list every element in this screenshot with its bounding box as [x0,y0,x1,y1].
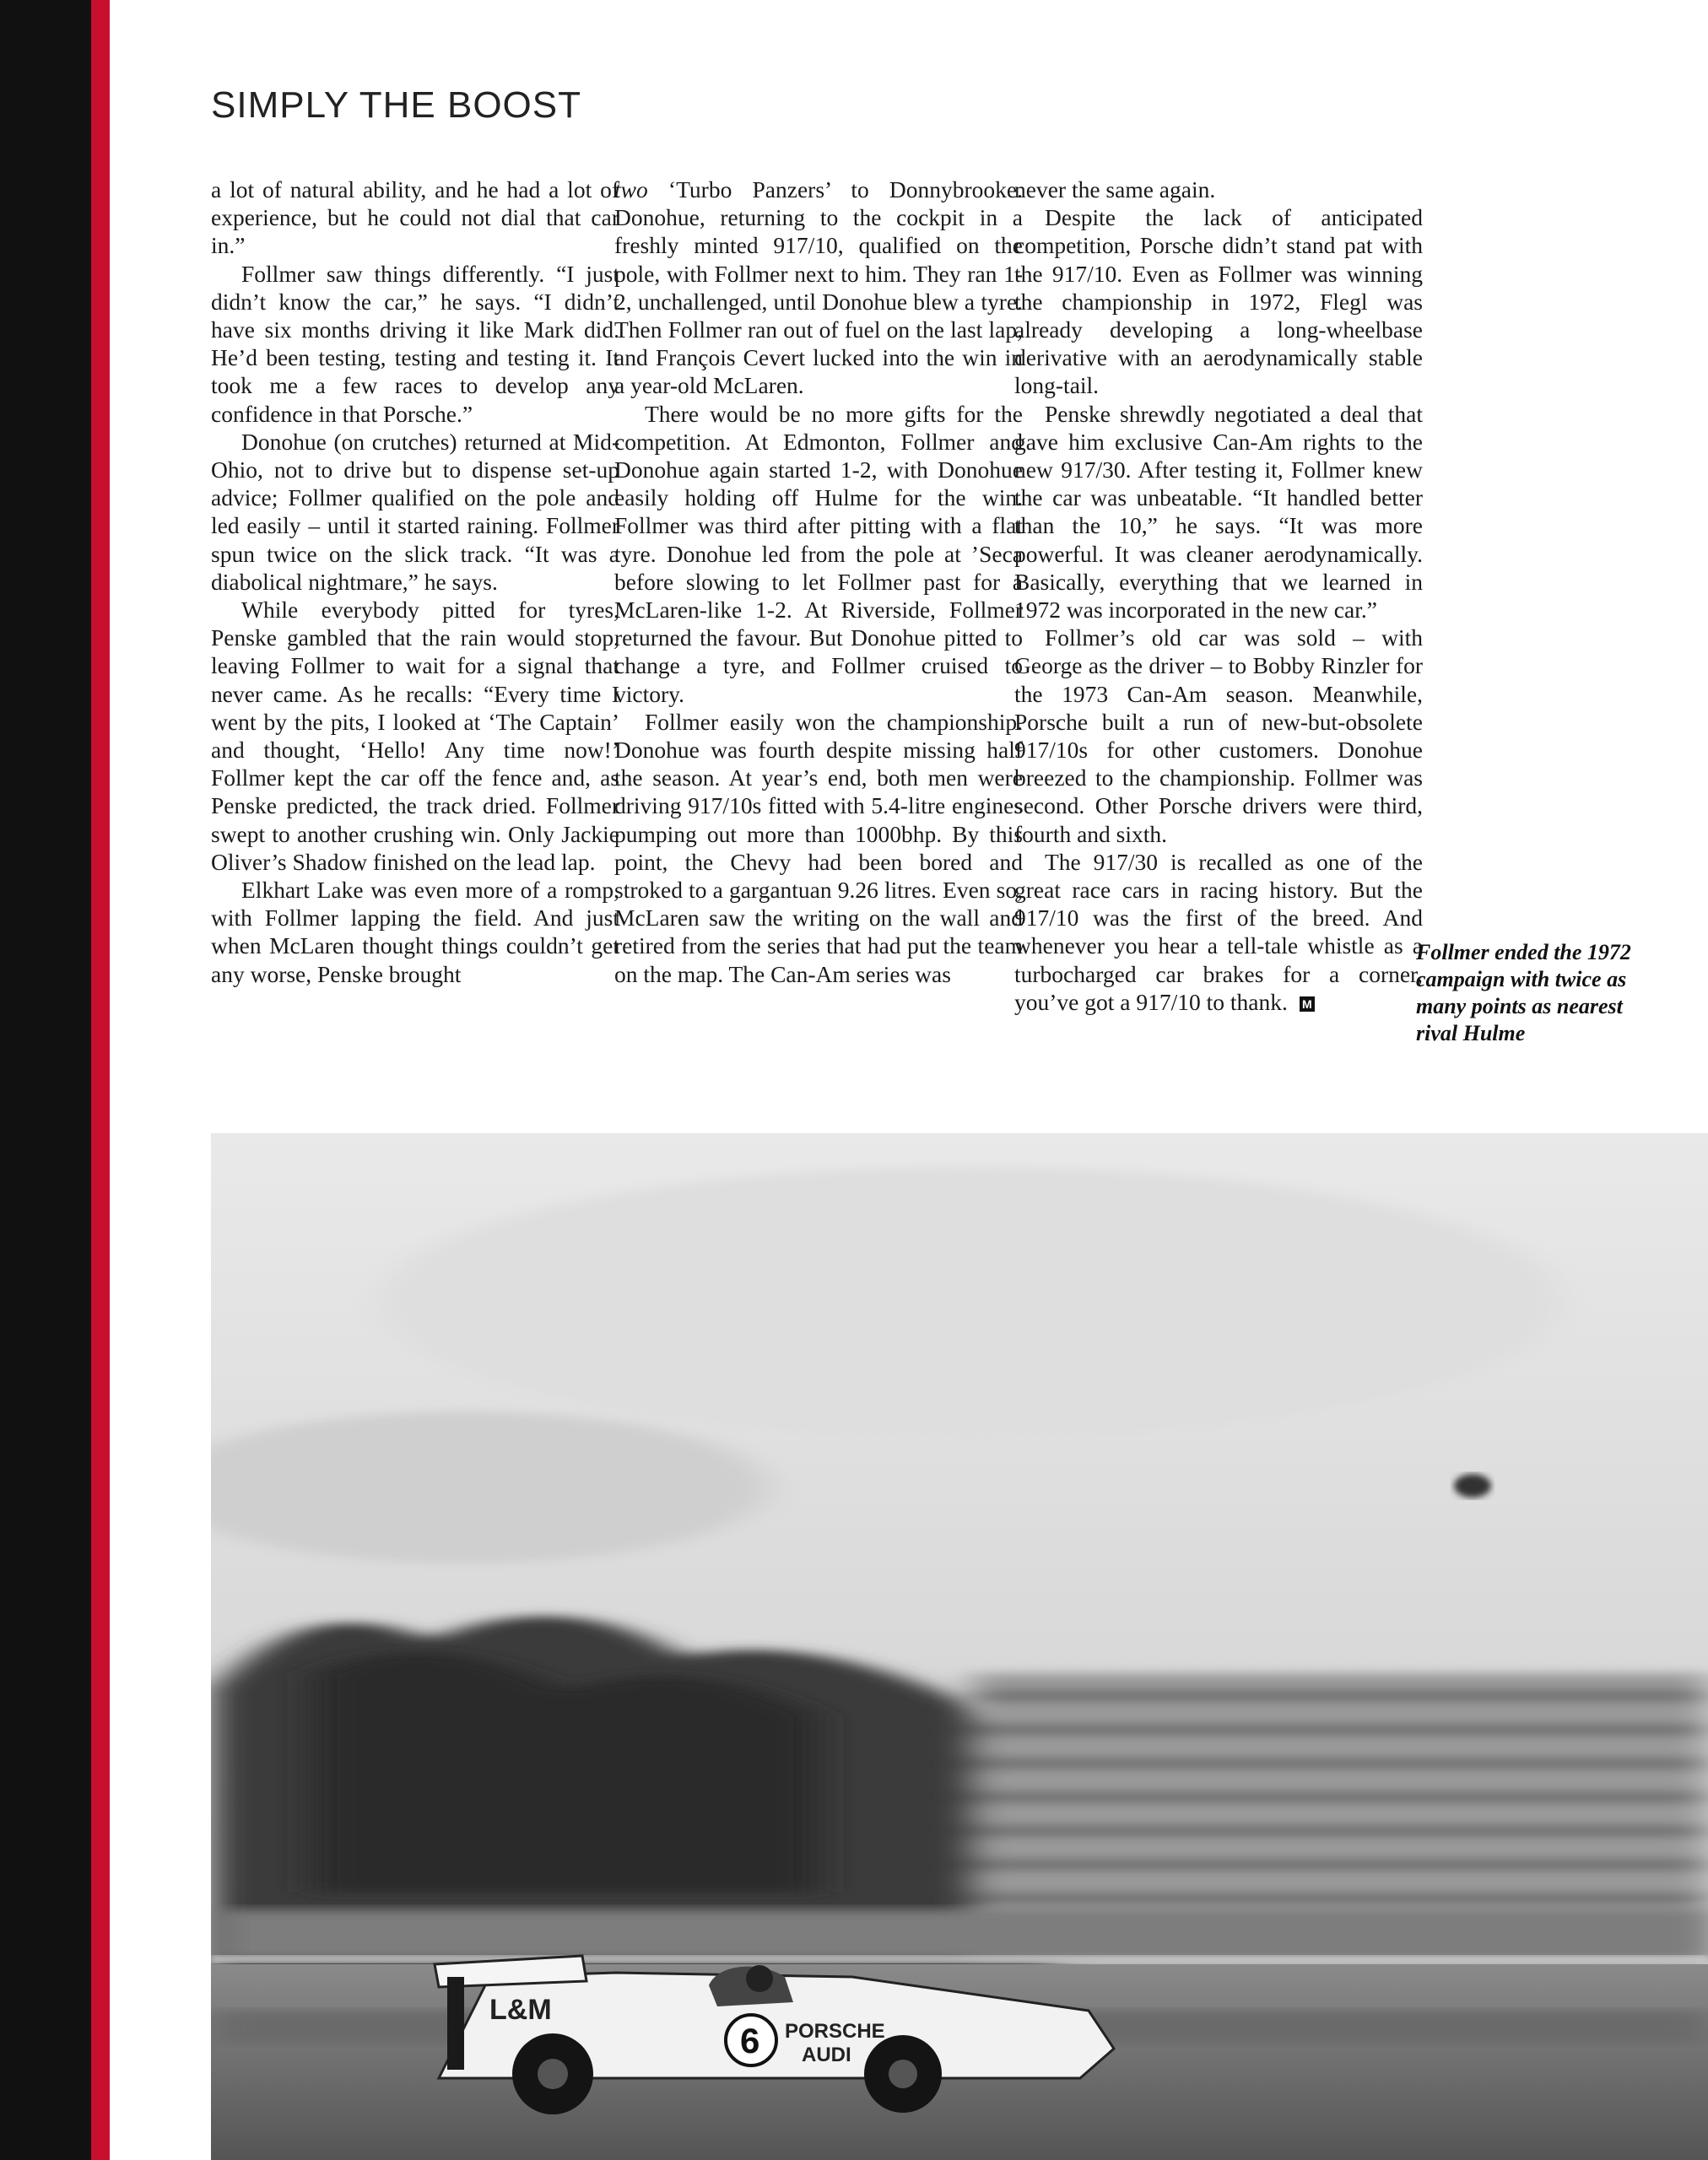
paragraph [1014,848,1423,1016]
paragraph: a lot of natural ability, and he had a lot of experience, but he could not dial that car in.” [211,176,619,259]
paragraph: Despite the lack of anticipated competition, Porsche didn’t stand pat with the 917/10. Even as Follmer was winning the championship in 1972, Flegl was already developing a long-wheelbase derivative with an aerodynamically stable long-tail. [1014,204,1423,399]
paragraph-text: ‘Turbo Panzers’ to Donnybrooke. Donohue, returning to the cockpit in a freshly minted 917/10, qualified on the pole, with Follmer next to him. They ran 1-2, unchallenged, until Donohue blew a tyre. Then Follmer ran out of fuel on the last lap, and François Cevert lucked into the win in a year-old McLaren. [614,176,1023,399]
paragraph: While everybody pitted for tyres, Penske gambled that the rain would stop, leaving Follmer to wait for a signal that never came. As he recalls: “Every time I went by the pits, I looked at ‘The Captain’ and thought, ‘Hello! Any time now!’ Follmer kept the car off the fence and, as Penske predicted, the track dried. Follmer swept to another crushing win. Only Jackie Oliver’s Shadow finished on the lead lap. [211,597,619,875]
paragraph: There would be no more gifts for the competition. At Edmonton, Follmer and Donohue again started 1-2, with Donohue easily holding off Hulme for the win. Follmer was third after pitting with a flat tyre. Donohue led from the pole at ’Seca before slowing to let Follmer past for a McLaren-like 1-2. At Riverside, Follmer returned the favour. But Donohue pitted to change a tyre, and Follmer cruised to victory. [614,400,1023,707]
paragraph: Follmer easily won the championship. Donohue was fourth despite missing half the season. At year’s end, both men were driving 917/10s fitted with 5.4-litre engines pumping out more than 1000bhp. By this point, the Chevy had been bored and stroked to a gargantuan 9.26 litres. Even so, McLaren saw the writing on the wall and retired from the series that had put the team on the map. The Can-Am series was [614,708,1023,987]
page-spine-red-stripe [91,0,110,2160]
paragraph: Donohue (on crutches) returned at Mid-Ohio, not to drive but to dispense set-up advice; Follmer qualified on the pole and led easily – until it started raining. Follmer spun twice on the slick track. “It was a diabolical nightmare,” he says. [211,428,619,595]
article-column-2 [614,176,1023,988]
race-photo [211,1133,1708,2160]
end-of-article-mark: M [1300,996,1315,1012]
page-spine-black [0,0,91,2160]
page-spine-white-line [110,0,112,2160]
article-column-1 [211,176,619,988]
car-sponsor-label: L&M [489,1994,552,2026]
car-brand2-label: AUDI [802,2044,851,2066]
car-number-label: 6 [740,2021,760,2060]
article-column-3 [1014,176,1423,1016]
paragraph: Follmer’s old car was sold – with George as the driver – to Bobby Rinzler for the 1973 Can-Am season. Meanwhile, Porsche built a run of new-but-obsolete 917/10s for other customers. Donohue breezed to the championship. Follmer was second. Other Porsche drivers were third, fourth and sixth. [1014,624,1423,847]
paragraph: Penske shrewdly negotiated a deal that gave him exclusive Can-Am rights to the new 917/30. After testing it, Follmer knew the car was unbeatable. “It handled better than the 10,” he says. “It was more powerful. It was cleaner aerodynamically. Basically, everything that we learned in 1972 was incorporated in the new car.” [1014,400,1423,624]
car-brand-label: PORSCHE [785,2020,885,2043]
photo-caption: Follmer ended the 1972 campaign with twice as many points as nearest rival Hulme [1416,940,1631,1045]
paragraph-text: The 917/30 is recalled as one of the great race cars in racing history. But the 917/10 was the first of the breed. And whenever you hear a tell-tale whistle as a turbocharged car brakes for a corner, you’ve got a 917/10 to thank. [1014,848,1423,1015]
paragraph: never the same again. [1014,176,1216,202]
italic-lead-word: two [614,176,648,202]
section-title: SIMPLY THE BOOST [211,84,582,126]
paragraph: Follmer saw things differently. “I just didn’t know the car,” he says. “I didn’t have six months driving it like Mark did. He’d been testing, testing and testing it. It took me a few races to develop any confidence in that Porsche.” [211,260,619,427]
paragraph: Elkhart Lake was even more of a romp, with Follmer lapping the field. And just when McLaren thought things couldn’t get any worse, Penske brought [211,877,619,987]
paragraph [614,176,1023,400]
